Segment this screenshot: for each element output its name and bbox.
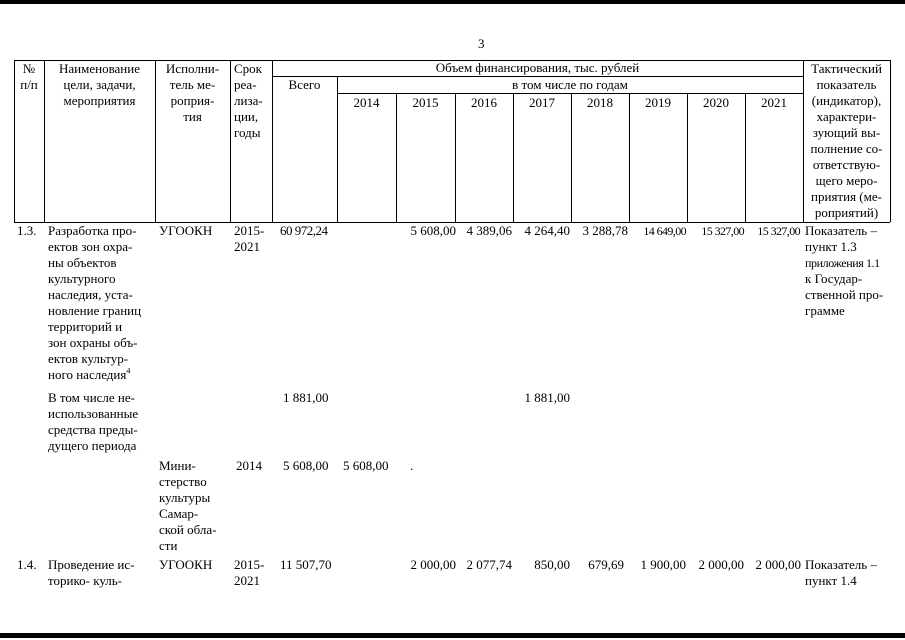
grid-line <box>571 93 572 222</box>
header-indicator-line: роприятий) <box>814 205 879 220</box>
row-name-line: торико- куль- <box>48 573 123 588</box>
header-year-2015: 2015 <box>412 95 439 110</box>
header-indicator <box>803 61 890 221</box>
row-name-line: новление границ <box>48 303 142 318</box>
row-indicator-line: пункт 1.4 <box>805 573 857 588</box>
grid-line <box>230 60 231 222</box>
header-term-line: ции, <box>234 109 259 124</box>
row-name-line: зон охраны объ- <box>48 335 138 350</box>
grid-line <box>890 60 891 222</box>
grid-line <box>337 93 803 94</box>
cell-2016: 4 389,06 <box>466 223 512 238</box>
row-name <box>48 223 141 383</box>
header-executor-line: тель ме- <box>169 77 216 92</box>
row-term-line: 2021 <box>234 239 260 254</box>
scan-mark: . <box>410 458 414 473</box>
header-indicator-line: Тактический <box>811 61 882 76</box>
cell-2018: 3 288,78 <box>582 223 628 238</box>
row-total: 60 972,24 <box>280 223 328 238</box>
grid-line <box>687 93 688 222</box>
cell-2019: 14 649,00 <box>643 224 686 238</box>
header-indicator-line: показатель <box>816 77 877 92</box>
header-term-line: реа- <box>234 77 257 92</box>
cell-2018: 679,69 <box>588 557 624 572</box>
grid-line <box>455 93 456 222</box>
row-executor-line: Самар- <box>159 506 199 521</box>
header-year-2020: 2020 <box>703 95 729 110</box>
cell-2020: 15 327,00 <box>701 224 744 238</box>
row-name-line: ектов культур- <box>48 351 129 366</box>
cell-2015: 2 000,00 <box>410 557 456 572</box>
header-year-2021: 2021 <box>761 95 787 110</box>
header-year-2019: 2019 <box>645 95 671 110</box>
row-name-line: ны объектов <box>48 255 117 270</box>
row-name-line <box>48 367 141 383</box>
row-total: 11 507,70 <box>280 557 332 572</box>
page-number: 3 <box>478 36 485 51</box>
header-num-line: п/п <box>20 77 38 92</box>
row-total: 1 881,00 <box>283 390 329 405</box>
row-term <box>234 557 264 589</box>
row-indicator-line: ственной про- <box>805 287 884 302</box>
row-name-line: дущего периода <box>48 438 137 453</box>
row-executor-line: культуры <box>159 490 211 505</box>
header-by-years: в том числе по годам <box>512 77 628 92</box>
row-indicator-line: к Государ- <box>805 271 863 286</box>
row-executor-line: сти <box>159 538 178 553</box>
header-indicator-line: щего меро- <box>815 173 878 188</box>
header-name-line: Наименование <box>59 61 140 76</box>
row-indicator <box>805 557 877 589</box>
row-name-line: культурного <box>48 271 116 286</box>
row-name-line: ектов зон охра- <box>48 239 133 254</box>
header-year-2016: 2016 <box>471 95 497 110</box>
header-year-2018: 2018 <box>587 95 613 110</box>
row-name-line: Проведение ис- <box>48 557 135 572</box>
row-name <box>48 390 138 454</box>
header-term-line: Срок <box>234 61 262 76</box>
cell-2017: 4 264,40 <box>524 223 570 238</box>
row-executor-line: стерство <box>159 474 207 489</box>
row-term-line: 2015- <box>234 557 265 572</box>
row-name-line: Разработка про- <box>48 223 137 238</box>
header-funding-title: Объем финансирования, тыс. рублей <box>435 60 640 75</box>
header-indicator-line: приятия (ме- <box>811 189 882 204</box>
row-indicator-line: Показатель – <box>805 223 877 238</box>
grid-line <box>629 93 630 222</box>
header-term-line: лиза- <box>234 93 263 108</box>
header-year-2017: 2017 <box>529 95 555 110</box>
header-executor <box>155 61 230 125</box>
row-term-line: 2015- <box>234 223 265 238</box>
header-indicator-line: (индикатор), <box>811 93 882 108</box>
header-name <box>44 61 155 109</box>
row-total: 5 608,00 <box>283 458 329 473</box>
header-total: Всего <box>288 77 321 92</box>
row-executor: УГООКН <box>159 223 213 238</box>
row-executor-line: ской обла- <box>159 522 217 537</box>
header-name-line: мероприятия <box>63 93 136 108</box>
row-name-line: В том числе не- <box>48 390 135 405</box>
header-executor-line: роприя- <box>170 93 215 108</box>
cell-2014: 5 608,00 <box>343 458 389 473</box>
row-name-line: территорий и <box>48 319 123 334</box>
bottom-scan-border <box>0 633 905 638</box>
header-term <box>234 61 272 141</box>
row-name-line: наследия, уста- <box>48 287 133 302</box>
grid-line <box>745 93 746 222</box>
header-term-line: годы <box>234 125 261 140</box>
row-name <box>48 557 134 589</box>
row-executor-line: Мини- <box>159 458 196 473</box>
header-executor-line: Исполни- <box>165 61 220 76</box>
grid-line <box>513 93 514 222</box>
cell-2021: 2 000,00 <box>755 557 801 572</box>
header-year-2014: 2014 <box>353 95 380 110</box>
row-term: 2014 <box>236 458 262 473</box>
row-name-line: использованные <box>48 406 139 421</box>
cell-2021: 15 327,00 <box>757 224 800 238</box>
row-indicator-line: грамме <box>805 303 845 318</box>
row-indicator <box>805 223 883 319</box>
cell-2017: 850,00 <box>534 557 570 572</box>
row-term-line: 2021 <box>234 573 260 588</box>
cell-2016: 2 077,74 <box>466 557 512 572</box>
header-indicator-line: ответствую- <box>812 157 881 172</box>
cell-2019: 1 900,00 <box>640 557 686 572</box>
row-indicator-line: приложения 1.1 <box>805 256 880 270</box>
row-number: 1.4. <box>17 557 37 572</box>
header-num <box>14 61 44 93</box>
footnote-mark: 4 <box>126 366 131 376</box>
row-name-line: средства преды- <box>48 422 138 437</box>
row-executor: УГООКН <box>159 557 213 572</box>
row-name-text: ного наследия <box>48 367 127 382</box>
row-indicator-line: пункт 1.3 <box>805 239 857 254</box>
row-executor <box>159 458 217 554</box>
header-executor-line: тия <box>183 109 202 124</box>
cell-2017: 1 881,00 <box>524 390 570 405</box>
top-scan-border <box>0 0 905 4</box>
grid-line <box>396 93 397 222</box>
cell-2015: 5 608,00 <box>410 223 456 238</box>
cell-2020: 2 000,00 <box>698 557 744 572</box>
header-num-line: № <box>22 61 36 76</box>
row-term <box>234 223 264 255</box>
header-indicator-line: полнение со- <box>810 141 883 156</box>
header-indicator-line: зующий вы- <box>812 125 881 140</box>
row-indicator-line: Показатель – <box>805 557 877 572</box>
header-name-line: цели, задачи, <box>63 77 136 92</box>
row-number: 1.3. <box>17 223 37 238</box>
header-indicator-line: характери- <box>816 109 877 124</box>
